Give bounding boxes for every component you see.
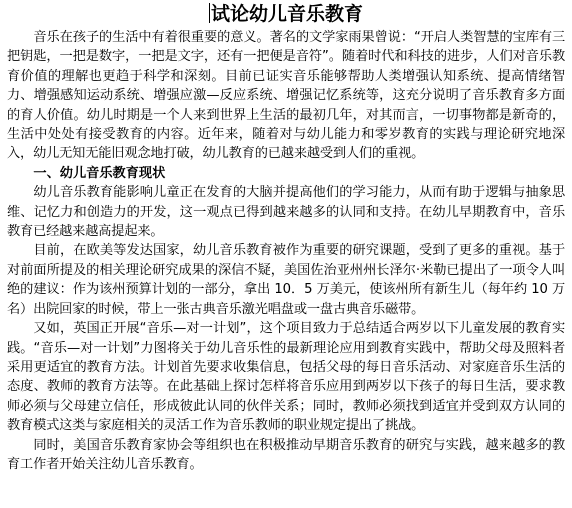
section-paragraph-1: 幼儿音乐教育能影响儿童正在发育的大脑并提高他们的学习能力，从而有助于逻辑与抽象思维、记忆力和创造力的开发，这一观点已得到越来越多的认同和支持。在幼儿早期教育中，音乐教育已经越来越高提起来。: [7, 185, 565, 240]
intro-paragraph: 音乐在孩子的生活中有着很重要的意义。著名的文学家雨果曾说：“开启人类智慧的宝库有三把钥匙，一把是数字，一把是文字，还有一把便是音符”。随着时代和科技的进步，人们对音乐教育价值的理解也更趋于科学和深刻。目前已证实音乐能够帮助人类增强认知系统、提高情绪智力、增强感知运动系统、增强应激—反应系统、增强记忆系统等，这充分说明了音乐教育多方面的育人价值。幼儿时期是一个人来到世界上生活的最初几年，对其而言，一切事物都是新奇的，生活中处处有接受教育的内容。近年来，随着对与幼儿能力和零岁教育的实践与理论研究地深入，幼儿无知无能旧观念地打破，幼儿教育的已越来越受到人们的重视。: [7, 30, 565, 162]
title-row: [0, 2, 572, 26]
document-body: [7, 28, 565, 474]
text-cursor: [209, 3, 210, 23]
section-heading: 一、幼儿音乐教育现状: [33, 165, 166, 181]
section-paragraph-2: 目前，在欧美等发达国家，幼儿音乐教育被作为重要的研究课题，受到了更多的重视。基于对前面所提及的相关理论研究成果的深信不疑，美国佐治亚州州长泽尔·米勒已提出了一项令人叫绝的建议：作为该州预算计划的一部分，拿出 10．5 万美元，使该州所有新生儿（每年约 10 万名）出院回家的时候，带上一张古典音乐激光唱盘或一盘古典音乐磁带。: [7, 243, 565, 317]
document-title: 试论幼儿音乐教育: [210, 3, 363, 25]
section-paragraph-3: 又如，英国正开展“音乐—对一计划”，这个项目致力于总结适合两岁以下儿童发展的教育实践。“音乐—对一计划”力图将关于幼儿音乐性的最新理论应用到教育实践中，帮助父母及照料者采用更适宜的教育方法。计划首先要求收集信息，包括父母的每日音乐活动、对家庭音乐生活的态度、教师的教育方法等。在此基础上探讨怎样将音乐应用到两岁以下孩子的每日生活，要求教师必须与父母建立信任，形成彼此认同的伙伴关系；同时，教师必须找到适宜并受到双方认同的教育模式这类与家庭相关的灵活工作为音乐教师的职业规定提出了挑战。: [7, 321, 565, 434]
section-paragraph-4-partial: 同时，美国音乐教育家协会等组织也在积极推动早期音乐教育的研究与实践，越来越多的教育工作者开始关注幼儿音乐教育。: [7, 437, 565, 472]
